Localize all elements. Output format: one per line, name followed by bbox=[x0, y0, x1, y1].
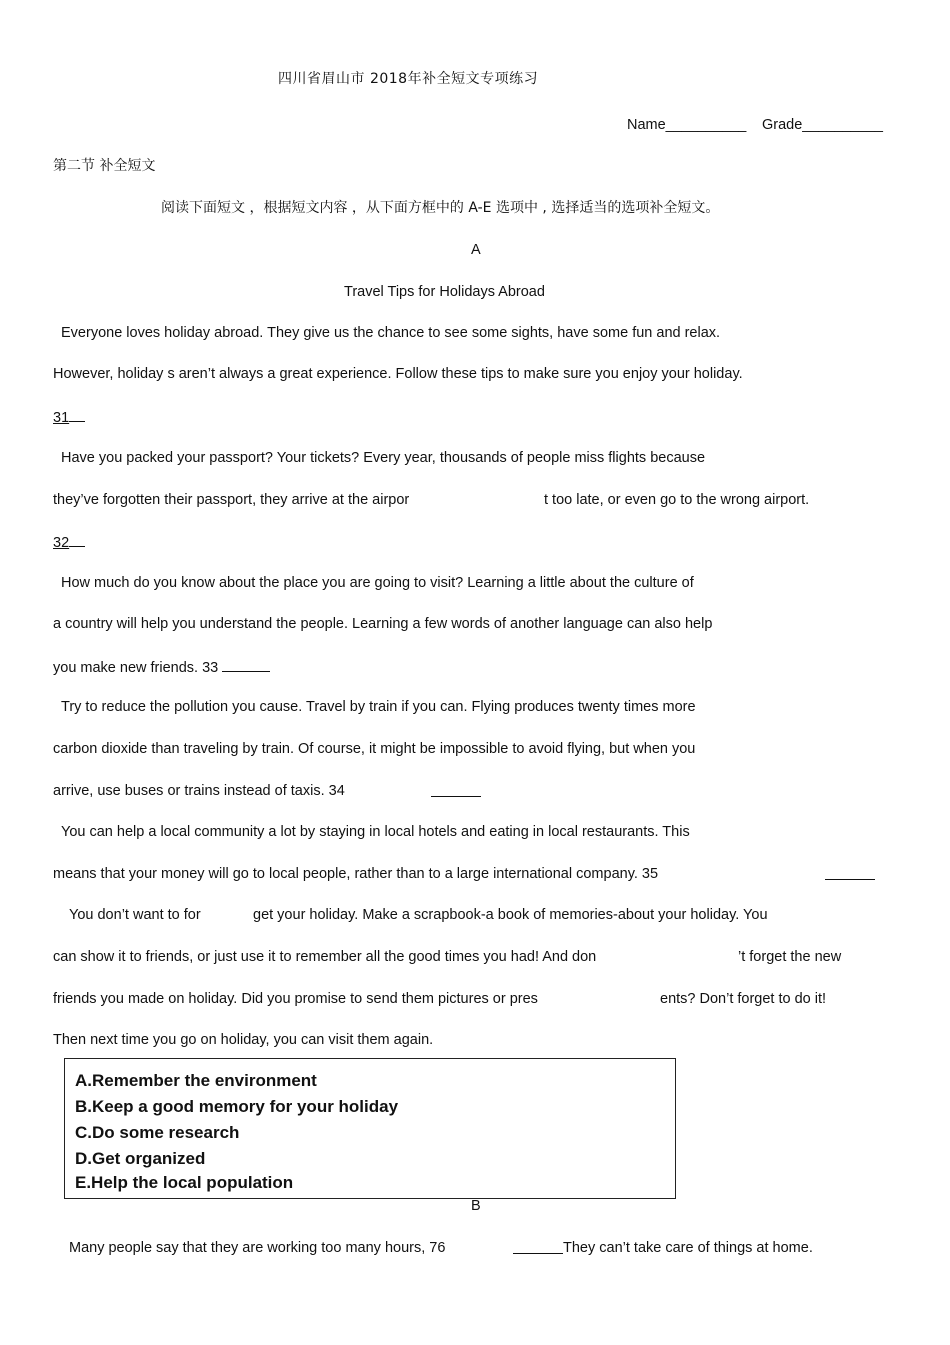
paragraph-3-line-2: a country will help you understand the people. Learning a few words of another language can also help bbox=[53, 616, 713, 632]
section-heading: 第二节 补全短文 bbox=[53, 158, 156, 174]
passage-b-letter: B bbox=[471, 1198, 481, 1214]
paragraph-2-line-1: Have you packed your passport? Your tickets? Every year, thousands of people miss flights because bbox=[61, 450, 706, 466]
question-32-blank bbox=[53, 532, 85, 552]
instructions: 阅读下面短文 ，根据短文内容 ，从下面方框中的 A-E 选项中 , 选择适当的选项补全短文。 bbox=[161, 200, 720, 216]
paragraph-1-line-2: However, holiday s aren’t always a great experience. Follow these tips to make sure you enjoy your holiday. bbox=[53, 366, 743, 382]
passage-a-letter: A bbox=[471, 242, 481, 258]
answer-blank bbox=[69, 532, 85, 547]
answer-blank bbox=[222, 657, 270, 672]
answer-blank bbox=[513, 1239, 563, 1254]
paragraph-2-line-2b: t too late, or even go to the wrong airport. bbox=[544, 492, 810, 508]
paragraph-3-line-3 bbox=[53, 657, 270, 677]
paragraph-3-line-1: How much do you know about the place you are going to visit? Learning a little about the culture of bbox=[61, 575, 694, 591]
paragraph-6-line-3a: friends you made on holiday. Did you promise to send them pictures or pres bbox=[53, 991, 538, 1007]
paragraph-6-line-1a: You don’t want to for bbox=[69, 907, 201, 923]
paragraph-6-line-1b: get your holiday. Make a scrapbook-a book of memories-about your holiday. You bbox=[253, 907, 768, 923]
options-box bbox=[64, 1058, 676, 1199]
option-b: B.Keep a good memory for your holiday bbox=[75, 1097, 399, 1116]
paragraph-4-line-3: arrive, use buses or trains instead of taxis. 34 bbox=[53, 783, 345, 799]
answer-blank bbox=[69, 407, 85, 422]
option-e: E.Help the local population bbox=[75, 1173, 294, 1192]
question-34-line bbox=[431, 782, 481, 802]
paragraph-6-line-2b: ’t forget the new bbox=[738, 949, 842, 965]
question-32-number: 32 bbox=[53, 535, 70, 551]
paragraph-5-line-1: You can help a local community a lot by staying in local hotels and eating in local restaurants. This bbox=[61, 824, 690, 840]
page-title: 四川省眉山市 2018年补全短文专项练习 bbox=[278, 71, 539, 87]
paragraph-4-line-1: Try to reduce the pollution you cause. Travel by train if you can. Flying produces twenty times more bbox=[61, 699, 696, 715]
option-d: D.Get organized bbox=[75, 1149, 206, 1168]
paragraph-2-line-2a: they’ve forgotten their passport, they arrive at the airpor bbox=[53, 492, 410, 508]
paragraph-6-line-4: Then next time you go on holiday, you can visit them again. bbox=[53, 1032, 434, 1048]
question-35-line bbox=[825, 865, 875, 885]
paragraph-1-line-1: Everyone loves holiday abroad. They give us the chance to see some sights, have some fun and relax. bbox=[61, 325, 721, 341]
question-33-text: you make new friends. 33 bbox=[53, 660, 219, 676]
passage-b-line-1b: They can’t take care of things at home. bbox=[563, 1240, 813, 1256]
paragraph-5-line-2: means that your money will go to local people, rather than to a large international company. 35 bbox=[53, 866, 659, 882]
question-76-line bbox=[513, 1239, 563, 1259]
question-31-number: 31 bbox=[53, 410, 70, 426]
question-31-blank bbox=[53, 407, 85, 427]
passage-a-heading: Travel Tips for Holidays Abroad bbox=[344, 284, 545, 300]
passage-b-line-1a: Many people say that they are working too many hours, 76 bbox=[69, 1240, 446, 1256]
option-a: A.Remember the environment bbox=[75, 1071, 317, 1090]
answer-blank bbox=[431, 782, 481, 797]
name-field-label: Name__________ bbox=[627, 117, 747, 133]
paragraph-6-line-2a: can show it to friends, or just use it to remember all the good times you had! And don bbox=[53, 949, 597, 965]
paragraph-6-line-3b: ents? Don’t forget to do it! bbox=[660, 991, 827, 1007]
answer-blank bbox=[825, 865, 875, 880]
grade-field-label: Grade__________ bbox=[762, 117, 883, 133]
option-c: C.Do some research bbox=[75, 1123, 240, 1142]
paragraph-4-line-2: carbon dioxide than traveling by train. Of course, it might be impossible to avoid flying, but when you bbox=[53, 741, 696, 757]
